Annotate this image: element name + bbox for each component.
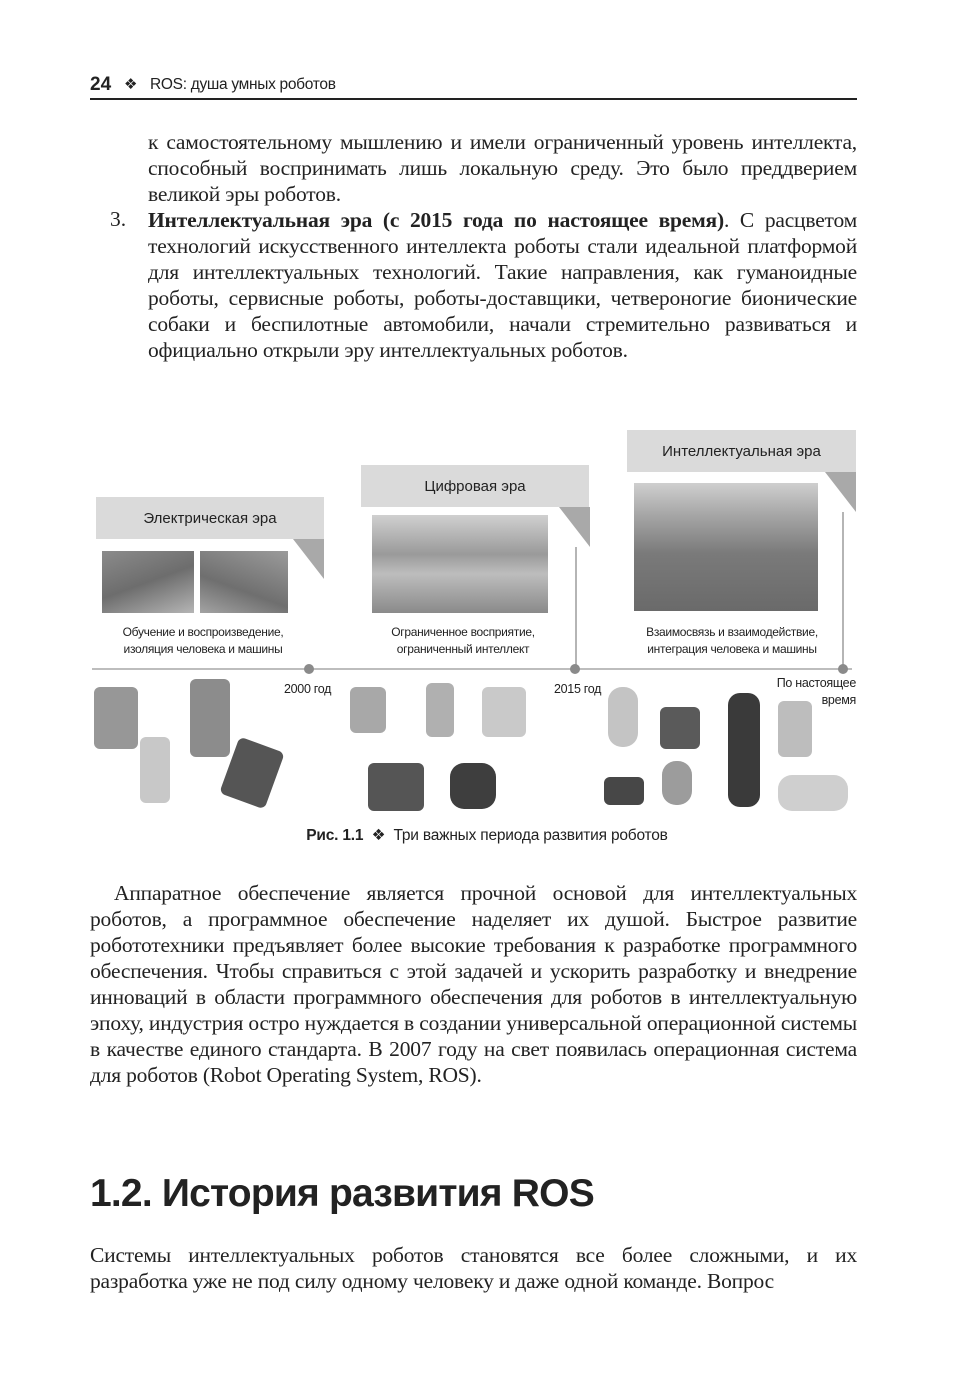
autonomous-cars-photo (634, 483, 818, 611)
era-title: Интеллектуальная эра (662, 442, 821, 460)
era-title: Цифровая эра (424, 477, 526, 495)
list-item-text: . С расцветом технологий искусственного интеллекта роботы стали идеальной платформой для интеллектуальных технологий. Такие направления, как гуманоидные роботы, сервисные роботы, роботы-доставщики, четвероногие бионические собаки и беспилотные автомобили, начали стремительно развиваться и официально открыли эру интеллектуальных роботов. (148, 208, 857, 362)
book-title: ROS: душа умных роботов (150, 76, 336, 93)
paragraph: Системы интеллектуальных роботов становятся все более сложными, и их разработка уже не под силу одному человеку и даже одной команде. Вопрос (90, 1243, 857, 1293)
era-divider (575, 547, 577, 668)
era-banner-intelligent (627, 430, 856, 472)
era-description (98, 624, 308, 658)
figure-caption (0, 826, 974, 845)
factory-photo (200, 551, 288, 613)
list-item-2-continuation (148, 129, 857, 207)
paragraph (148, 207, 857, 363)
era-banner-electric (96, 497, 324, 539)
section-paragraph (90, 1242, 857, 1294)
welding-arm-image (190, 679, 230, 757)
year-label-line: По настоящее (776, 676, 856, 690)
turtlebot-image (450, 763, 496, 809)
description-line: Взаимосвязь и взаимодействие, (646, 625, 818, 639)
figure-robot-eras (88, 425, 858, 820)
warehouse-photo (372, 515, 548, 613)
banner-fold (559, 507, 590, 547)
page-number: 24 (90, 74, 112, 95)
service-humanoid-image (608, 687, 638, 747)
delivery-robot-image (604, 777, 644, 805)
timeline-dot (304, 664, 314, 674)
description-line: ограниченный интеллект (396, 642, 530, 656)
description-line: интеграция человека и машины (647, 642, 817, 656)
list-item-title: Интеллектуальная эра (с 2015 года по настоящее время) (148, 208, 724, 232)
timeline-dot (838, 664, 848, 674)
paragraph: к самостоятельному мышлению и имели ограниченный уровень интеллекта, способный воспринимать лишь локальную среду. Это было преддверием великой эры роботов. (148, 130, 857, 206)
section-heading: 1.2. История развития ROS (90, 1172, 594, 1215)
robot-dog-image (660, 707, 700, 749)
list-item-3 (148, 207, 857, 363)
agv-robot-image (368, 763, 424, 811)
era-divider (842, 512, 844, 668)
mobile-manipulator-image (482, 687, 526, 737)
description-line: Ограниченное восприятие, (391, 625, 535, 639)
year-label: 2015 год (554, 682, 602, 696)
ornament-icon: ❖ (124, 76, 138, 93)
era-banner-digital (361, 465, 589, 507)
cobot-arm-image (426, 683, 454, 737)
paragraph: Аппаратное обеспечение является прочной основой для интеллектуальных роботов, а программное обеспечение наделяет их душой. Быстрое развитие робототехники предъявляет более высокие требования к разработке программного обеспечения. Чтобы справиться с этой задачей и ускорить разработку и внедрение инноваций в области программного обеспечения для роботов в интеллектуальную эпоху, индустрия остро нуждается в создании универсальной операционной системы в качестве единого стандарта. В 2007 году на свет появилась операционная система для роботов (Robot Operating System, ROS). (90, 881, 857, 1087)
era-description (622, 624, 842, 658)
banner-fold (293, 539, 324, 579)
timeline-dot (570, 664, 580, 674)
home-robot-image (662, 761, 692, 805)
timeline-axis (92, 668, 852, 670)
humanoid-robot-image (728, 693, 760, 807)
year-label: 2000 год (284, 682, 332, 696)
cobot-arm-image (350, 687, 386, 733)
industrial-arm-image (94, 687, 138, 749)
caption-label: Рис. 1.1 (306, 827, 364, 844)
era-title: Электрическая эра (143, 509, 277, 527)
running-header (90, 70, 857, 100)
factory-photo (102, 551, 194, 613)
description-line: изоляция человека и машины (123, 642, 283, 656)
paragraph-hardware (90, 880, 857, 1088)
list-number: 3. (110, 207, 127, 231)
era-description (358, 624, 568, 658)
banner-fold (825, 472, 856, 512)
caption-text: Три важных периода развития роботов (393, 827, 668, 844)
service-robot-image (778, 701, 812, 757)
self-driving-car-image (778, 775, 848, 811)
description-line: Обучение и воспроизведение, (122, 625, 284, 639)
scara-robot-image (140, 737, 170, 803)
year-label-line: время (821, 693, 856, 707)
ornament-icon: ❖ (371, 827, 386, 844)
